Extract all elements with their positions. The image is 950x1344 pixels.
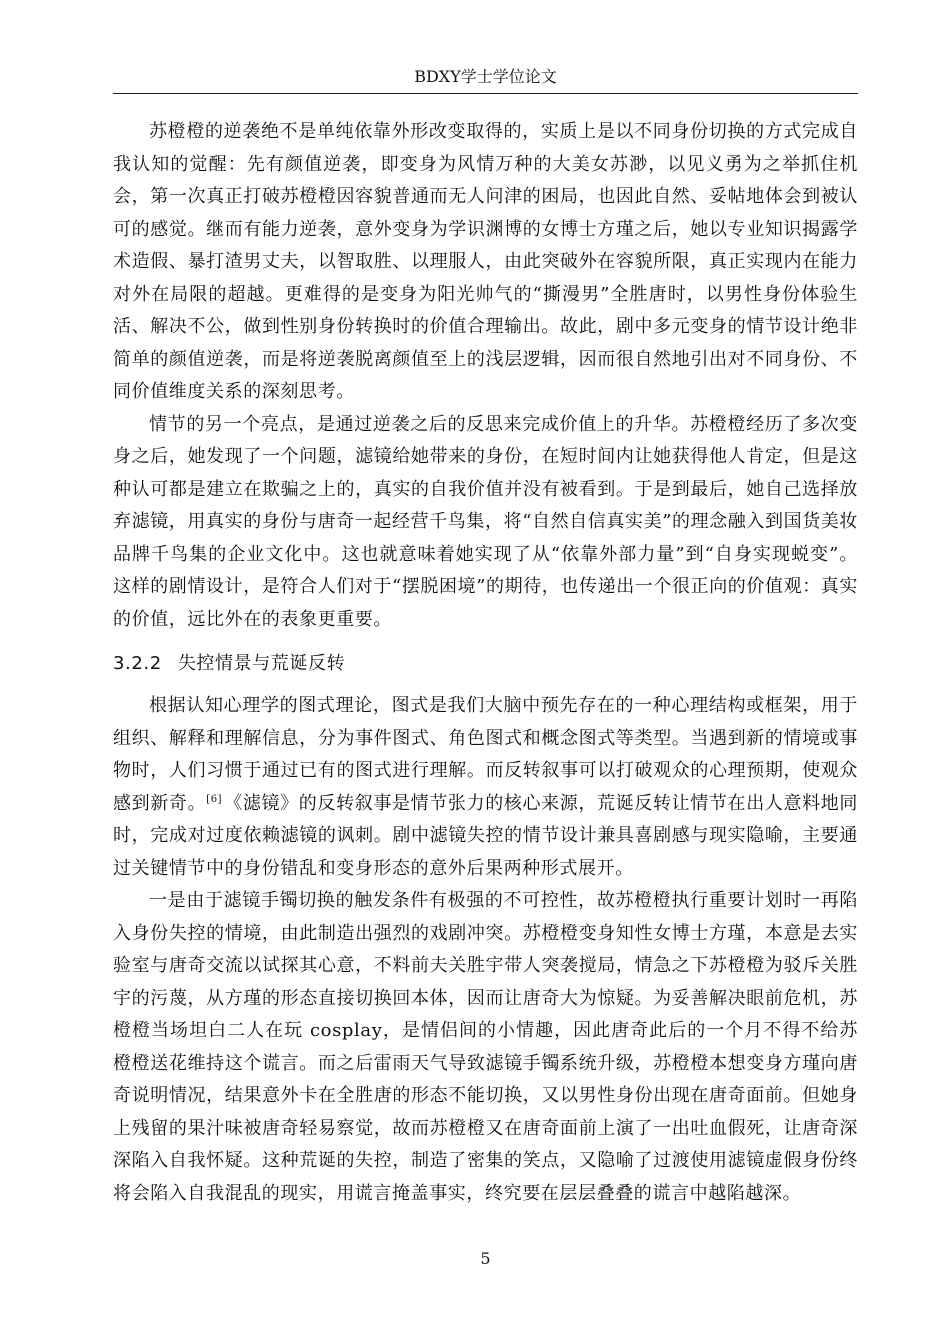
body-paragraph: 苏橙橙的逆袭绝不是单纯依靠外形改变取得的，实质上是以不同身份切换的方式完成自我认知的觉醒：先有颜值逆袭，即变身为风情万种的大美女苏渺，以见义勇为之举抓住机会，第一次真正打破苏橙橙因容貌普通而无人问津的困局，也因此自然、妥帖地体会到被认可的感觉。继而有能力逆袭，意外变身为学识渊博的女博士方瑾之后，她以专业知识揭露学术造假、暴打渣男丈夫，以智取胜、以理服人，由此突破外在容貌所限，真正实现内在能力对外在局限的超越。更难得的是变身为阳光帅气的“撕漫男”全胜唐时，以男性身份体验生活、解决不公，做到性别身份转换时的价值合理输出。故此，剧中多元变身的情节设计绝非简单的颜值逆袭，而是将逆袭脱离颜值至上的浅层逻辑，因而很自然地引出对不同身份、不同价值维度关系的深刻思考。	[113, 121, 858, 402]
paragraph-text: 根据认知心理学的图式理论，图式是我们大脑中预先存在的一种心理结构或框架，用于组织、解释和理解信息，分为事件图式、角色图式和概念图式等类型。当遇到新的情境或事物时，人们习惯于通过已有的图式进行理解。而反转叙事可以打破观众的心理预期，使观众感到新奇。	[113, 695, 858, 814]
header-divider	[113, 93, 858, 94]
body-paragraph: 一是由于滤镜手镯切换的触发条件有极强的不可控性，故苏橙橙执行重要计划时一再陷入身份失控的情境，由此制造出强烈的戏剧冲突。苏橙橙变身知性女博士方瑾，本意是去实验室与唐奇交流以试探其心意，不料前夫关胜宇带人突袭搅局，情急之下苏橙橙为驳斥关胜宇的污蔑，从方瑾的形态直接切换回本体，因而让唐奇大为惊疑。为妥善解决眼前危机，苏橙橙当场坦白二人在玩 cosplay，是情侣间的小情趣，因此唐奇此后的一个月不得不给苏橙橙送花维持这个谎言。而之后雷雨天气导致滤镜手镯系统升级，苏橙橙本想变身方瑾向唐奇说明情况，结果意外卡在全胜唐的形态不能切换，又以男性身份出现在唐奇面前。但她身上残留的果汁味被唐奇轻易察觉，故而苏橙橙又在唐奇面前上演了一出吐血假死，让唐奇深深陷入自我怀疑。这种荒诞的失控，制造了密集的笑点，又隐喻了过渡使用滤镜虚假身份终将会陷入自我混乱的现实，用谎言掩盖事实，终究要在层层叠叠的谎言中越陷越深。	[113, 890, 858, 1204]
body-paragraph: 情节的另一个亮点，是通过逆袭之后的反思来完成价值上的升华。苏橙橙经历了多次变身之后，她发现了一个问题，滤镜给她带来的身份，在短时间内让她获得他人肯定，但是这种认可都是建立在欺骗之上的，真实的自我价值并没有被看到。于是到最后，她自己选择放弃滤镜，用真实的身份与唐奇一起经营千鸟集，将“自然自信真实美”的理念融入到国货美妆品牌千鸟集的企业文化中。这也就意味着她实现了从“依靠外部力量”到“自身实现蜕变”。这样的剧情设计，是符合人们对于“摆脱困境”的期待，也传递出一个很正向的价值观：真实的价值，远比外在的表象更重要。	[113, 413, 858, 630]
section-heading	[113, 648, 858, 680]
page-number: 5	[480, 1249, 491, 1268]
paragraph-text: 《滤镜》的反转叙事是情节张力的核心来源，荒诞反转让情节在出人意料地同时，完成对过度依赖滤镜的讽刺。剧中滤镜失控的情节设计兼具喜剧感与现实隐喻，主要通过关键情节中的身份错乱和变身形态的意外后果两种形式展开。	[113, 792, 859, 879]
body-paragraph	[113, 690, 858, 885]
main-content	[113, 116, 858, 1210]
citation-marker: [6]	[206, 793, 223, 805]
section-number: 3.2.2	[113, 653, 162, 674]
section-title: 失控情景与荒诞反转	[177, 653, 346, 674]
running-header: BDXY学士学位论文	[414, 67, 557, 86]
